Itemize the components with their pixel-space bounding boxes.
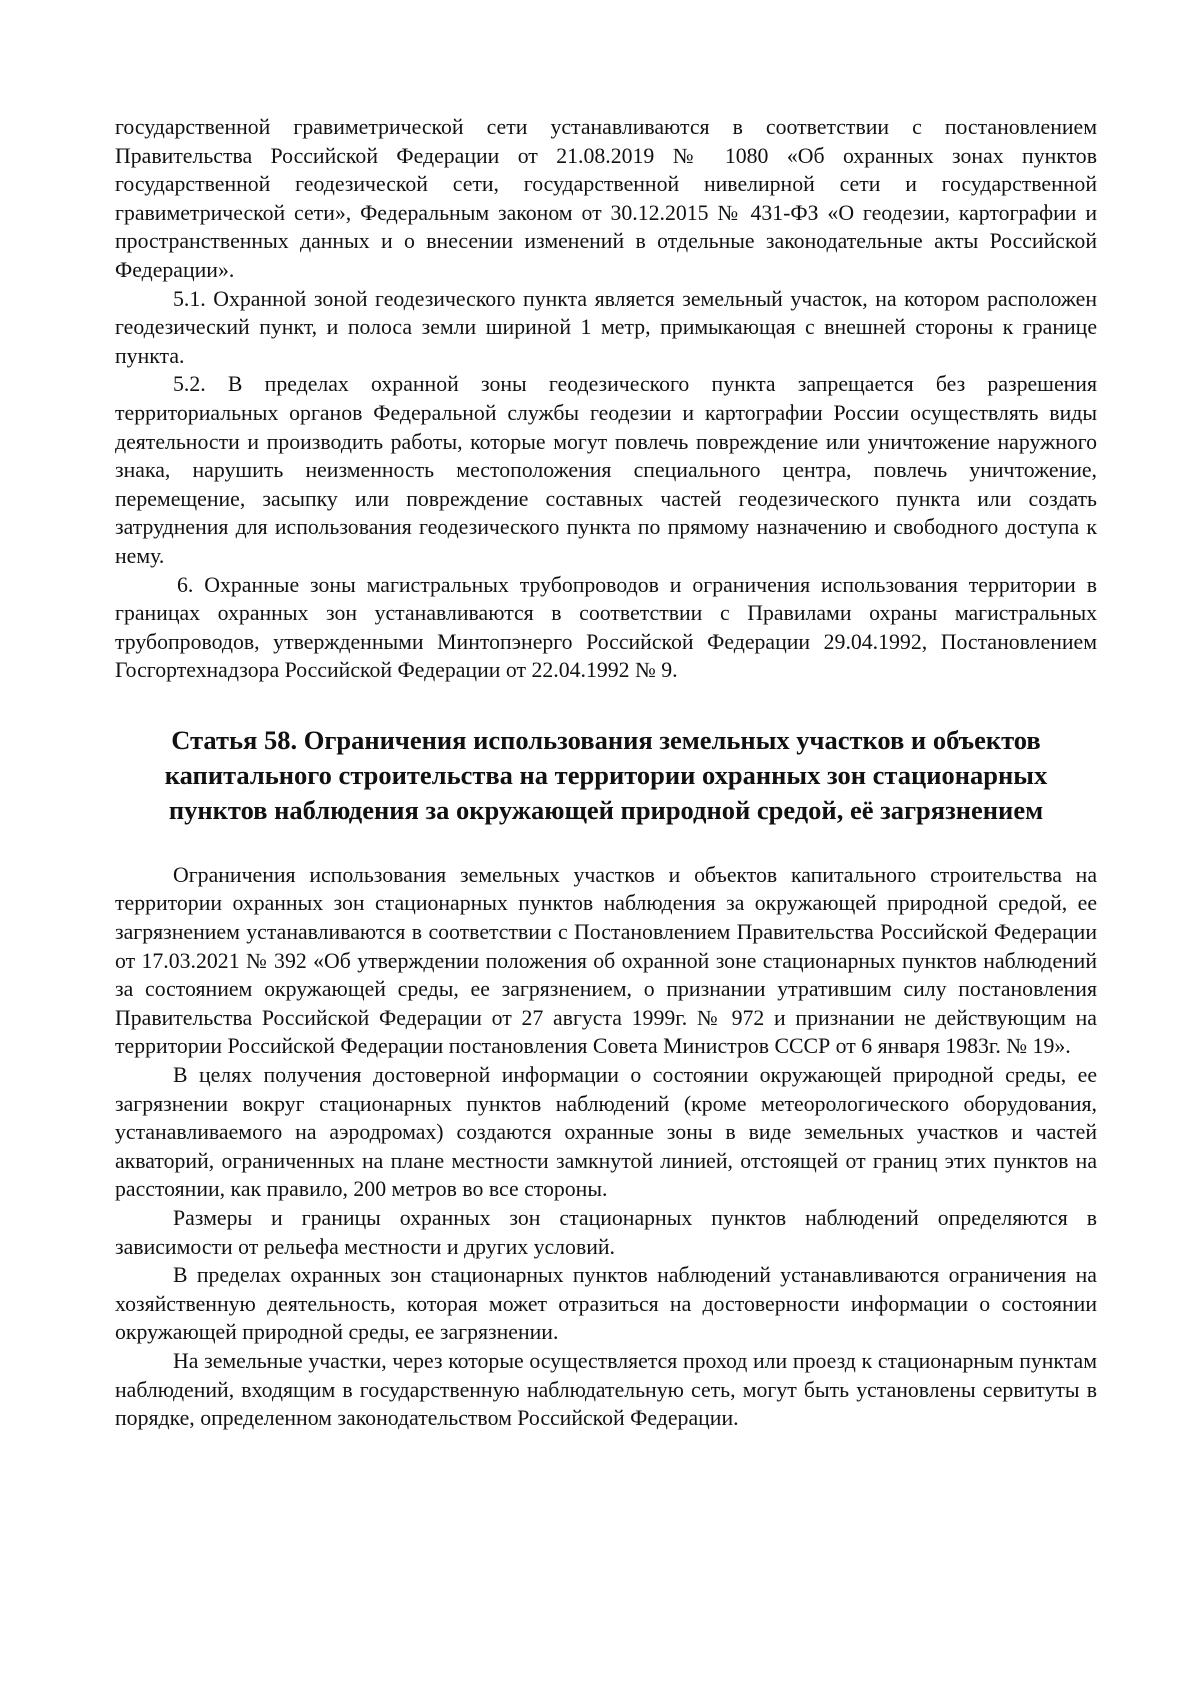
paragraph-restrictions: Ограничения использования земельных участков и объектов капитального строительства на территории охранных зон стационарных пунктов наблюдения за окружающей природной средой, ее загрязнением устанавливаются в соответствии с Постановлением Правительства Российской Федерации от 17.03.2021 № 392 «Об утверждении положения об охранной зоне стационарных пунктов наблюдений за состоянием окружающей среды, ее загрязнением, о признании утратившим силу постановления Правительства Российской Федерации от 27 августа 1999г. № 972 и признании не действующим на территории Российской Федерации постановления Совета Министров СССР от 6 января 1983г. № 19».	[115, 862, 1097, 1059]
paragraph-economic-restrictions: В пределах охранных зон стационарных пунктов наблюдений устанавливаются ограничения на хозяйственную деятельность, которая может отразиться на достоверности информации о состоянии окружающей природной среды, ее загрязнении.	[115, 1263, 1097, 1345]
paragraph-5-2: 5.2. В пределах охранной зоны геодезического пункта запрещается без разрешения территориальных органов Федеральной службы геодезии и картографии России осуществлять виды деятельности и производить работы, которые могут повлечь повреждение или уничтожение наружного знака, нарушить неизменность местоположения специального центра, повлечь уничтожение, перемещение, засыпку или повреждение составных частей геодезического пункта или создать затруднения для использования геодезического пункта по прямому назначению и свободного доступа к нему.	[115, 372, 1097, 568]
paragraph-zone-sizes: Размеры и границы охранных зон стационарных пунктов наблюдений определяются в зависимости от рельефа местности и других условий.	[115, 1206, 1097, 1259]
paragraph-protection-zones: В целях получения достоверной информации о состоянии окружающей природной среды, ее загрязнении вокруг стационарных пунктов наблюдений (кроме метеорологического оборудования, устанавливаемого на аэродромах) создаются охранные зоны в виде земельных участков и частей акваторий, ограниченных на плане местности замкнутой линией, отстоящей от границ этих пунктов на расстоянии, как правило, 200 метров во все стороны.	[115, 1063, 1097, 1202]
document-page	[115, 113, 1097, 1433]
paragraph-servitudes: На земельные участки, через которые осуществляется проход или проезд к стационарным пунктам наблюдений, входящим в государственную наблюдательную сеть, могут быть установлены сервитуты в порядке, определенном законодательством Российской Федерации.	[115, 1348, 1097, 1431]
paragraph-5-1: 5.1. Охранной зоной геодезического пункта является земельный участок, на котором расположен геодезический пункт, и полоса земли шириной 1 метр, примыкающая с внешней стороны к границе пункта.	[115, 286, 1097, 368]
paragraph-continuation: государственной гравиметрической сети устанавливаются в соответствии с постановлением Правительства Российской Федерации от 21.08.2019 № 1080 «Об охранных зонах пунктов государственной геодезической сети, государственной нивелирной сети и государственной гравиметрической сети», Федеральным законом от 30.12.2015 № 431-ФЗ «О геодезии, картографии и пространственных данных и о внесении изменений в отдельные законодательные акты Российской Федерации».	[115, 115, 1097, 282]
paragraph-6: 6. Охранные зоны магистральных трубопроводов и ограничения использования территории в границах охранных зон устанавливаются в соответствии с Правилами охраны магистральных трубопроводов, утвержденными Минтопэнерго Российской Федерации 29.04.1992, Постановлением Госгортехнадзора Российской Федерации от 22.04.1992 № 9.	[115, 572, 1097, 683]
article-58-heading: Статья 58. Ограничения использования земельных участков и объектов капитального строительства на территории охранных зон стационарных пунктов наблюдения за окружающей природной средой, её загрязнением	[164, 724, 1048, 825]
